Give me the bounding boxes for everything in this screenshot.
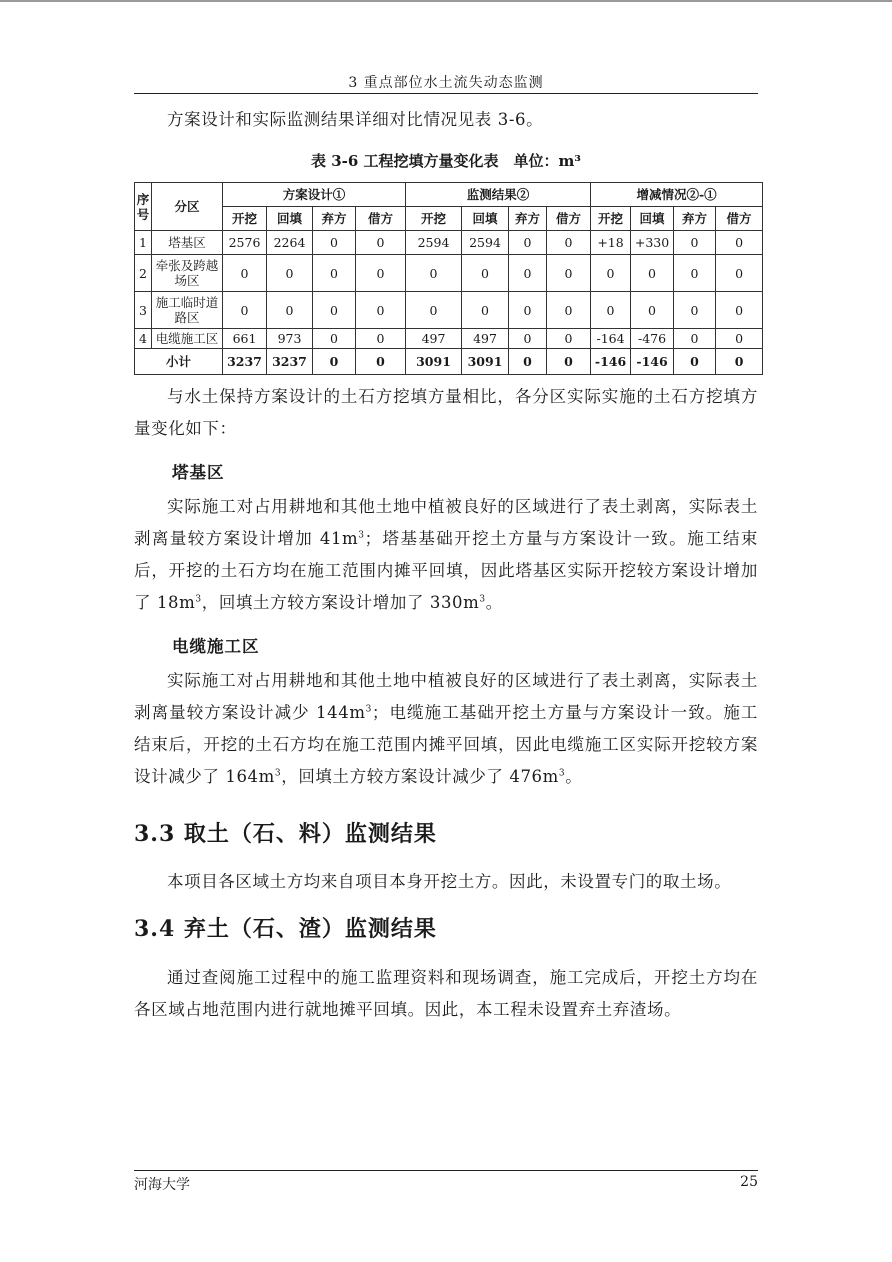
cell: -476 (631, 329, 674, 349)
tower-area-paragraph: 实际施工对占用耕地和其他土地中植被良好的区域进行了表土剥离，实际表土剥离量较方案设计增加 $41m^3$；塔基基础开挖土方量与方案设计一致。施工结束后，开挖的土石方均在施工范围内摊平回填，因此塔基区实际开挖较方案设计增加了 $18m^3$，回填土方较方案设计增加了 $330m^3$。 (134, 497, 759, 612)
running-header: 3 重点部位水土流失动态监测 (348, 75, 544, 91)
cell: 0 (547, 292, 591, 329)
cell: 0 (547, 329, 591, 349)
cell: 2594 (406, 231, 462, 255)
sub-spoil: 弃方 (313, 207, 356, 231)
table-caption: 表 3-6 工程挖填方量变化表 单位：m³ (311, 152, 581, 170)
top-border-line (0, 0, 892, 2)
table-row (135, 255, 763, 292)
row-no: 1 (135, 231, 152, 255)
sub-borrow: 借方 (356, 207, 406, 231)
cell: 3237 (223, 349, 267, 375)
page-number: 25 (740, 1174, 758, 1190)
cell: 0 (674, 231, 716, 255)
cell: 0 (356, 329, 406, 349)
sub-fill: 回填 (462, 207, 509, 231)
cell: 2594 (462, 231, 509, 255)
cell: 0 (674, 329, 716, 349)
cell: 0 (547, 255, 591, 292)
row-no: 4 (135, 329, 152, 349)
cell: 0 (267, 292, 313, 329)
footer-rule (134, 1170, 758, 1171)
cell: 0 (356, 255, 406, 292)
cell: 0 (223, 292, 267, 329)
cell: +330 (631, 231, 674, 255)
sub-excavate: 开挖 (406, 207, 462, 231)
comparison-paragraph: 与水土保持方案设计的土石方挖填方量相比，各分区实际实施的土石方挖填方量变化如下： (134, 387, 758, 438)
table-row (135, 231, 763, 255)
cell: 0 (509, 349, 547, 375)
sub-spoil: 弃方 (509, 207, 547, 231)
section-3-3-title: 3.3 取土（石、料）监测结果 (134, 821, 437, 847)
section-3-3-text: 本项目各区域土方均来自项目本身开挖土方。因此，未设置专门的取土场。 (167, 872, 732, 891)
cell: 0 (591, 255, 631, 292)
cell: 0 (547, 349, 591, 375)
cell: 0 (313, 329, 356, 349)
header-change: 增减情况②-① (591, 183, 763, 207)
cell: 497 (462, 329, 509, 349)
subheading-cable-area: 电缆施工区 (172, 637, 260, 656)
cell: 0 (313, 349, 356, 375)
cell: 0 (716, 329, 763, 349)
cell: 3091 (406, 349, 462, 375)
cell: 0 (674, 255, 716, 292)
row-no: 2 (135, 255, 152, 292)
cell: 0 (591, 292, 631, 329)
cell: -146 (591, 349, 631, 375)
sub-borrow: 借方 (547, 207, 591, 231)
cell: 0 (674, 349, 716, 375)
cell: 0 (547, 231, 591, 255)
cell: 0 (356, 292, 406, 329)
cell: 3237 (267, 349, 313, 375)
cell: 0 (631, 255, 674, 292)
cell: 0 (509, 255, 547, 292)
cell: 661 (223, 329, 267, 349)
header-monitor: 监测结果② (406, 183, 591, 207)
row-area: 施工临时道路区 (152, 292, 223, 329)
cell: -164 (591, 329, 631, 349)
row-area: 电缆施工区 (152, 329, 223, 349)
cell: 0 (509, 231, 547, 255)
cell: 2576 (223, 231, 267, 255)
table-row (135, 292, 763, 329)
sub-spoil: 弃方 (674, 207, 716, 231)
cell: 973 (267, 329, 313, 349)
cell: 0 (406, 292, 462, 329)
cell: 0 (406, 255, 462, 292)
footer-institution: 河海大学 (134, 1177, 190, 1193)
cell: 0 (356, 349, 406, 375)
cell: 0 (509, 292, 547, 329)
cell: 0 (313, 255, 356, 292)
sub-excavate: 开挖 (223, 207, 267, 231)
cell: 497 (406, 329, 462, 349)
cell: 0 (716, 255, 763, 292)
subheading-tower-area: 塔基区 (172, 463, 225, 482)
cell: 0 (223, 255, 267, 292)
subtotal-row (135, 349, 763, 375)
cell: 0 (631, 292, 674, 329)
intro-paragraph: 方案设计和实际监测结果详细对比情况见表 3-6。 (167, 110, 544, 129)
cell: 0 (716, 349, 763, 375)
cell: 0 (267, 255, 313, 292)
cell: 2264 (267, 231, 313, 255)
row-no: 3 (135, 292, 152, 329)
cell: 0 (356, 231, 406, 255)
header-no: 序号 (135, 183, 152, 231)
cell: 0 (462, 292, 509, 329)
cell: 0 (313, 292, 356, 329)
cell: -146 (631, 349, 674, 375)
cell: +18 (591, 231, 631, 255)
header-design: 方案设计① (223, 183, 406, 207)
row-area: 塔基区 (152, 231, 223, 255)
cell: 0 (716, 231, 763, 255)
cell: 0 (716, 292, 763, 329)
sub-excavate: 开挖 (591, 207, 631, 231)
row-area: 牵张及跨越场区 (152, 255, 223, 292)
sub-fill: 回填 (631, 207, 674, 231)
sub-borrow: 借方 (716, 207, 763, 231)
section-3-4-text: 通过查阅施工过程中的施工监理资料和现场调查，施工完成后，开挖土方均在各区域占地范围内进行就地摊平回填。因此，本工程未设置弃土弃渣场。 (134, 968, 758, 1019)
header-area: 分区 (152, 183, 223, 231)
sub-fill: 回填 (267, 207, 313, 231)
cable-area-paragraph: 实际施工对占用耕地和其他土地中植被良好的区域进行了表土剥离，实际表土剥离量较方案设计减少 $144m^3$；电缆施工基础开挖土方量与方案设计一致。施工结束后，开挖的土石方均在施工范围内摊平回填，因此电缆施工区实际开挖较方案设计减少了 $164m^3$，回填土方较方案设计减少了 $476m^3$。 (134, 671, 759, 786)
cell: 0 (509, 329, 547, 349)
header-rule (134, 93, 758, 94)
section-3-4-title: 3.4 弃土（石、渣）监测结果 (134, 916, 437, 942)
cell: 0 (462, 255, 509, 292)
cell: 0 (674, 292, 716, 329)
fill-excavation-table (134, 182, 763, 375)
cell: 0 (313, 231, 356, 255)
table-row (135, 329, 763, 349)
cell: 3091 (462, 349, 509, 375)
subtotal-label: 小计 (135, 349, 223, 375)
